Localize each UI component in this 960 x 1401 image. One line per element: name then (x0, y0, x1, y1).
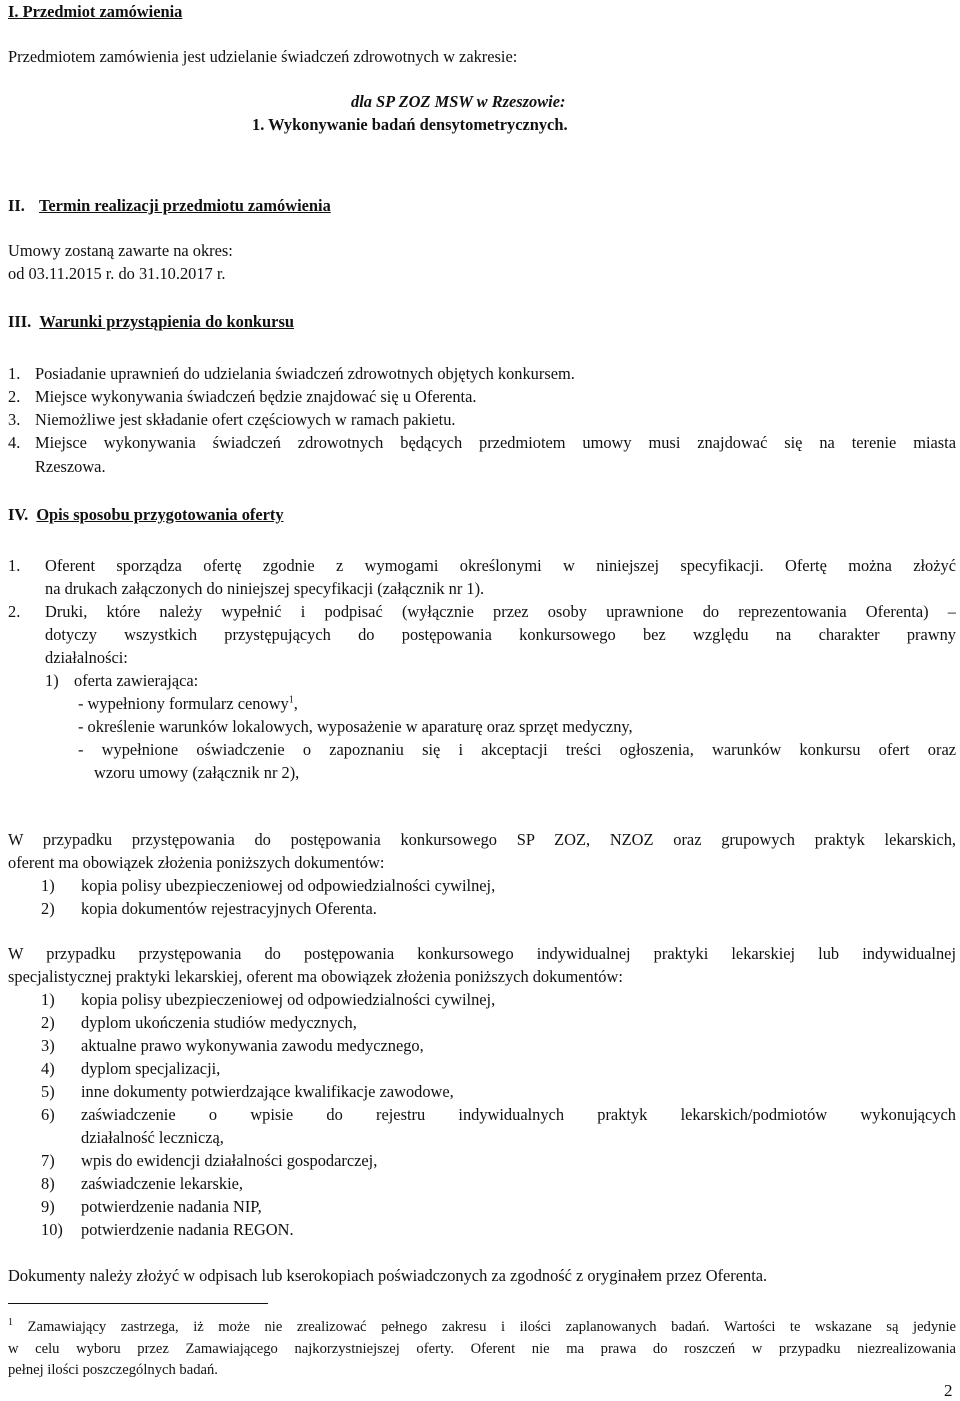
footnote-line: pełnej ilości poszczególnych badań. (8, 1362, 218, 1378)
page-number: 2 (944, 1381, 953, 1400)
paragraph: od 03.11.2015 r. do 31.10.2017 r. (8, 264, 226, 283)
center-item: 1. Wykonywanie badań densytometrycznych. (252, 115, 568, 134)
list-item-continuation: działalność leczniczą, (81, 1128, 224, 1147)
closing-paragraph: Dokumenty należy złożyć w odpisach lub kserokopiach poświadczonych za zgodność z oryginałem przez Oferenta. (8, 1266, 768, 1285)
list-item: 3) aktualne prawo wykonywania zawodu medycznego, (41, 1036, 424, 1055)
paragraph: W przypadku przystępowania do postępowania konkursowego SP ZOZ, NZOZ oraz grupowych praktyk lekarskich, (8, 830, 956, 849)
section-title: Opis sposobu przygotowania oferty (36, 505, 284, 524)
list-item-continuation: dotyczy wszystkich przystępujących do postępowania konkursowego bez względu na charakter prawny (45, 625, 956, 644)
list-item: 1) kopia polisy ubezpieczeniowej od odpowiedzialności cywilnej, (41, 990, 496, 1009)
section-title: Warunki przystąpienia do konkursu (39, 312, 294, 331)
paragraph: W przypadku przystępowania do postępowania konkursowego indywidualnej praktyki lekarskiej lub indywidualnej (8, 944, 956, 963)
dash-item: - wypełnione oświadczenie o zapoznaniu się i akceptacji treści ogłoszenia, warunków konkursu ofert oraz (78, 740, 956, 759)
list-item: 4) dyplom specjalizacji, (41, 1059, 221, 1078)
footnote-separator (8, 1303, 268, 1304)
list-item-continuation: działalności: (45, 648, 128, 667)
list-item: 6) zaświadczenie o wpisie do rejestru indywidualnych praktyk lekarskich/podmiotów wykonujących (41, 1105, 956, 1124)
footnote-marker: 1 (8, 1317, 13, 1329)
list-item: 7) wpis do ewidencji działalności gospodarczej, (41, 1151, 378, 1170)
sub-list-item: 1) oferta zawierająca: (45, 671, 199, 690)
section-heading (8, 505, 284, 525)
paragraph: oferent ma obowiązek złożenia poniższych dokumentów: (8, 853, 385, 872)
dash-item: - określenie warunków lokalowych, wyposażenie w aparaturę oraz sprzęt medyczny, (78, 717, 633, 736)
section-heading (8, 312, 294, 332)
footnote-reference: 1 (288, 694, 294, 706)
paragraph: Przedmiotem zamówienia jest udzielanie świadczeń zdrowotnych w zakresie: (8, 47, 518, 66)
section-heading (8, 196, 331, 216)
section-number: II. (8, 196, 25, 215)
footnote: $^1$ Zamawiający zastrzega, iż może nie zrealizować pełnego zakresu i ilości zaplanowanych badań. Wartości te wskazane są jedynie (8, 1317, 956, 1335)
center-label: dla SP ZOZ MSW w Rzeszowie: (351, 92, 566, 111)
list-item: 1) kopia polisy ubezpieczeniowej od odpowiedzialności cywilnej, (41, 876, 496, 895)
section-title: Termin realizacji przedmiotu zamówienia (38, 196, 331, 215)
list-item: 2) dyplom ukończenia studiów medycznych, (41, 1013, 357, 1032)
list-item: 5) inne dokumenty potwierdzające kwalifikacje zawodowe, (41, 1082, 454, 1101)
paragraph: Umowy zostaną zawarte na okres: (8, 241, 233, 260)
list-item: 9) potwierdzenie nadania NIP, (41, 1197, 262, 1216)
section-heading: I. Przedmiot zamówienia (8, 2, 183, 21)
dash-item-continuation: wzoru umowy (załącznik nr 2), (94, 763, 300, 782)
list-item-continuation: na drukach załączonych do niniejszej specyfikacji (załącznik nr 1). (45, 579, 485, 598)
footnote-line: w celu wyboru przez Zamawiającego najkorzystniejszej oferty. Oferent nie ma prawa do roszczeń w przypadku niezrealizowania (8, 1341, 956, 1357)
section-number: III. (8, 312, 32, 331)
section-number: IV. (8, 505, 29, 524)
list-item: 8) zaświadczenie lekarskie, (41, 1174, 243, 1193)
list-item: 10) potwierdzenie nadania REGON. (41, 1220, 294, 1239)
paragraph: specjalistycznej praktyki lekarskiej, oferent ma obowiązek złożenia poniższych dokumentów: (8, 967, 623, 986)
list-item-continuation: Rzeszowa. (35, 457, 106, 476)
dash-item: - wypełniony formularz cenowy$^1$, (78, 694, 298, 713)
list-item: 2) kopia dokumentów rejestracyjnych Oferenta. (41, 899, 377, 918)
